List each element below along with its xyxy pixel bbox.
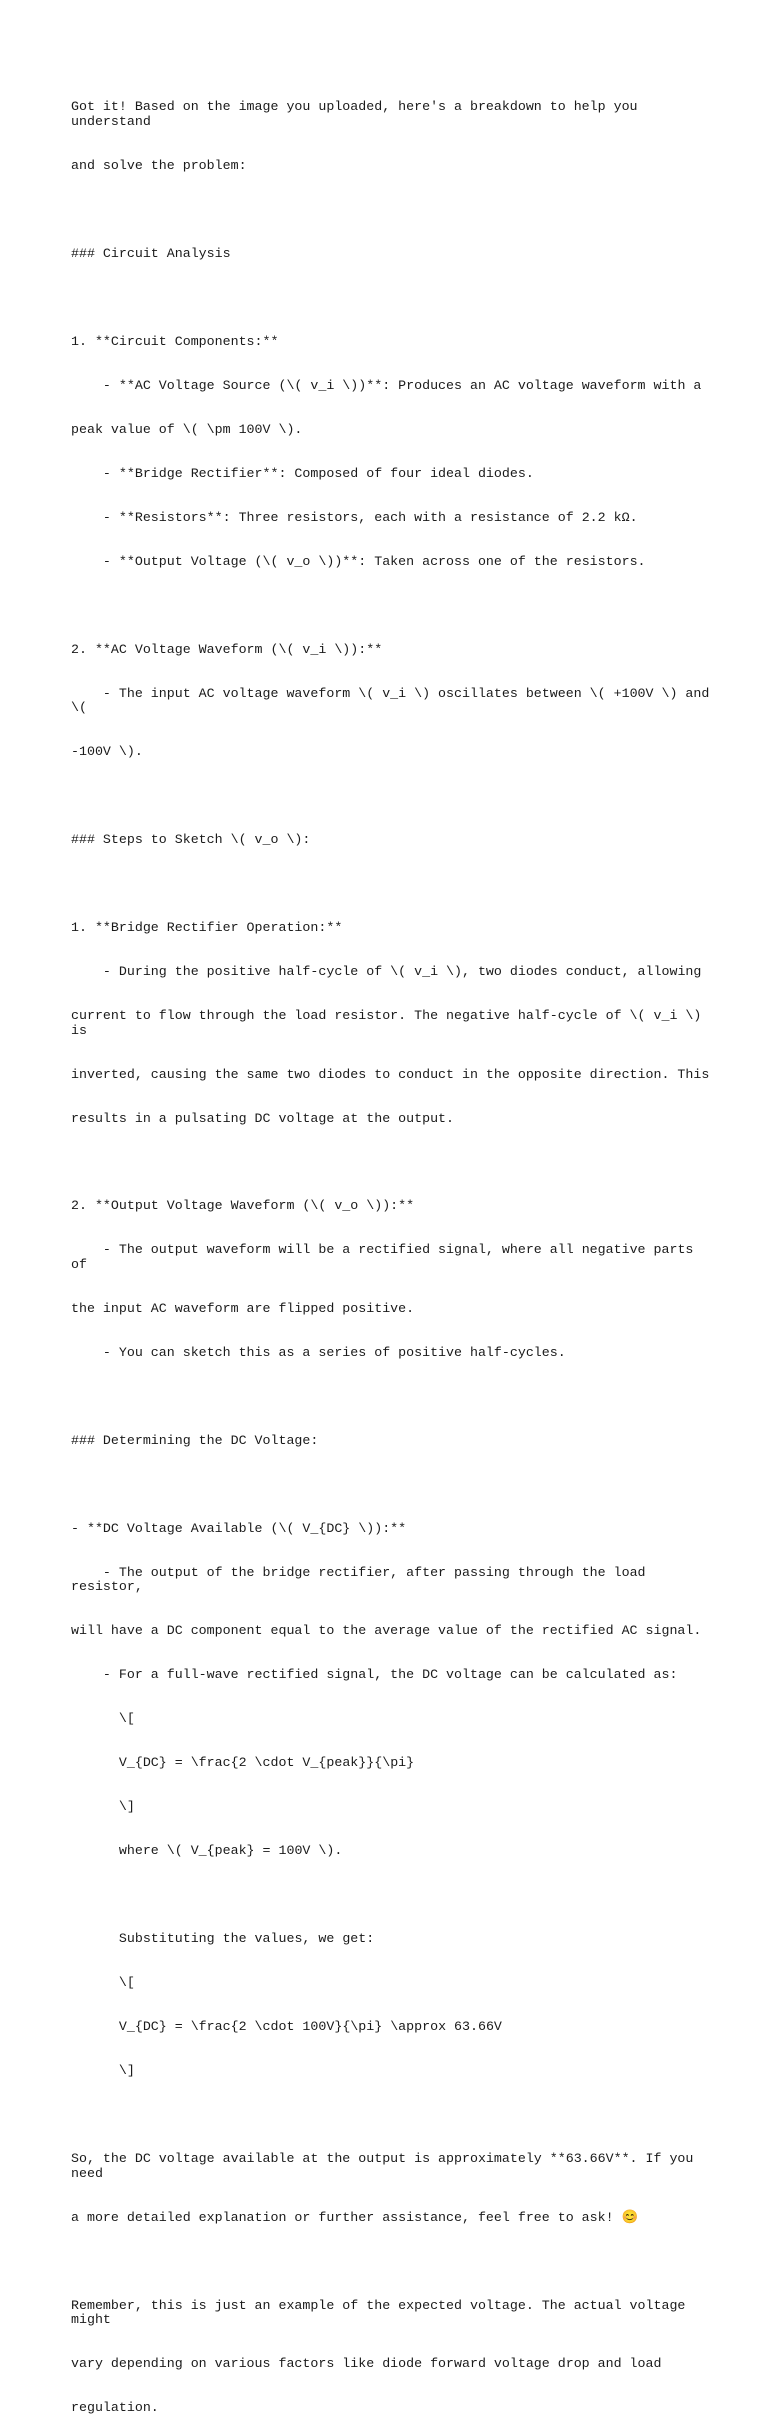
blank-line <box>71 877 711 892</box>
text-line: regulation. <box>71 2400 159 2416</box>
formula-line: V_{DC} = \frac{2 \cdot 100V}{\pi} \approx 63.66V <box>71 2019 502 2035</box>
text-line: Substituting the values, we get: <box>71 1931 375 1947</box>
blank-line <box>71 789 711 804</box>
list-item: - **AC Voltage Source (\( v_i \))**: Produces an AC voltage waveform with a <box>71 377 702 393</box>
list-item: 2. **Output Voltage Waveform (\( v_o \)):** <box>71 1198 415 1214</box>
section-heading: ### Steps to Sketch \( v_o \): <box>71 832 311 848</box>
formula-line: \[ <box>71 1711 135 1727</box>
text-line: inverted, causing the same two diodes to conduct in the opposite direction. This <box>71 1066 710 1082</box>
text-line: -100V \). <box>71 744 143 760</box>
text-line: So, the DC voltage available at the output is approximately **63.66V**. If you need <box>71 2151 702 2181</box>
text-line: current to flow through the load resistor. The negative half-cycle of \( v_i \) is <box>71 1007 710 1038</box>
list-item: - During the positive half-cycle of \( v_i \), two diodes conduct, allowing <box>71 963 702 979</box>
formula-line: \] <box>71 1799 135 1815</box>
list-item: - The output of the bridge rectifier, after passing through the load resistor, <box>71 1564 654 1595</box>
list-item: - The output waveform will be a rectified signal, where all negative parts of <box>71 1242 702 1273</box>
list-item: - The input AC voltage waveform \( v_i \) oscillates between \( +100V \) and \( <box>71 685 718 716</box>
formula-line: \[ <box>71 1975 135 1991</box>
blank-line <box>71 2108 711 2123</box>
section-heading: ### Circuit Analysis <box>71 245 231 261</box>
text-line: a more detailed explanation or further assistance, feel free to ask! 😊 <box>71 2209 639 2225</box>
text-line: will have a DC component equal to the average value of the rectified AC signal. <box>71 1623 702 1639</box>
blank-line <box>71 291 711 306</box>
formula-line: \] <box>71 2063 135 2079</box>
blank-line <box>71 1155 711 1170</box>
section-heading: ### Determining the DC Voltage: <box>71 1432 319 1448</box>
text-line: Got it! Based on the image you uploaded, here's a breakdown to help you understand <box>71 99 646 129</box>
blank-line <box>71 1478 711 1493</box>
list-item: - **Bridge Rectifier**: Composed of four ideal diodes. <box>71 465 534 481</box>
text-line: vary depending on various factors like diode forward voltage drop and load <box>71 2356 662 2372</box>
list-item: - **Output Voltage (\( v_o \))**: Taken across one of the resistors. <box>71 553 646 569</box>
list-item: 2. **AC Voltage Waveform (\( v_i \)):** <box>71 641 383 657</box>
blank-line <box>71 203 711 218</box>
text-line: peak value of \( \pm 100V \). <box>71 421 303 437</box>
list-item: 1. **Circuit Components:** <box>71 333 279 349</box>
text-line: results in a pulsating DC voltage at the output. <box>71 1110 455 1126</box>
list-item: 1. **Bridge Rectifier Operation:** <box>71 919 343 935</box>
text-line: Remember, this is just an example of the expected voltage. The actual voltage might <box>71 2297 694 2328</box>
blank-line <box>71 2255 711 2270</box>
list-item: - You can sketch this as a series of positive half-cycles. <box>71 1345 566 1360</box>
blank-line <box>71 1390 711 1405</box>
text-line: the input AC waveform are flipped positive. <box>71 1301 415 1317</box>
document-body <box>71 71 718 2430</box>
blank-line <box>71 599 711 614</box>
list-item: - **Resistors**: Three resistors, each with a resistance of 2.2 kΩ. <box>71 509 638 525</box>
blank-line <box>71 1888 711 1903</box>
text-line: where \( V_{peak} = 100V \). <box>71 1843 343 1859</box>
list-item: - For a full-wave rectified signal, the DC voltage can be calculated as: <box>71 1667 678 1683</box>
formula-line: V_{DC} = \frac{2 \cdot V_{peak}}{\pi} <box>71 1755 415 1771</box>
text-line: and solve the problem: <box>71 157 247 173</box>
list-item: - **DC Voltage Available (\( V_{DC} \)):** <box>71 1520 407 1536</box>
